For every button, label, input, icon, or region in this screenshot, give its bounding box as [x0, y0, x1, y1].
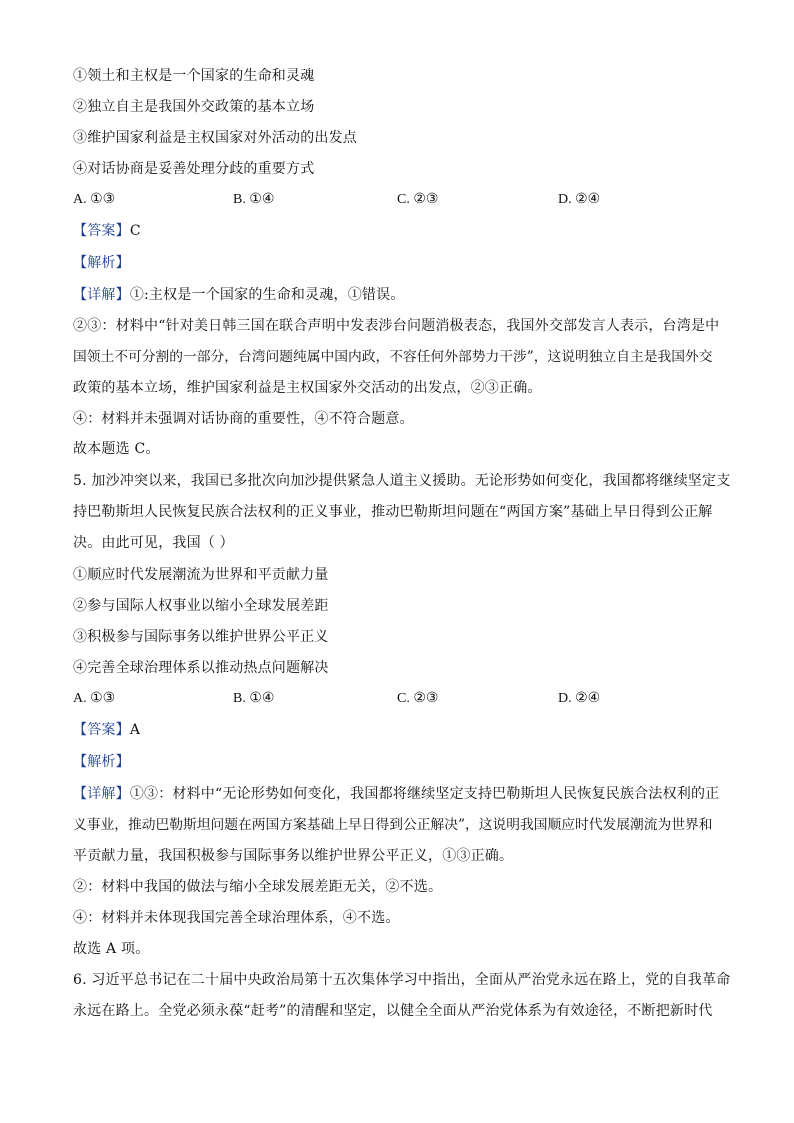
q4-option-c: C. ②③ [397, 192, 439, 207]
q5-detail-line-5: ④：材料并未体现我国完善全球治理体系，④不选。 [73, 910, 400, 926]
q4-detail-line-1 [73, 285, 733, 305]
q5-stem-line-2: 持巴勒斯坦人民恢复民族合法权利的正义事业，推动巴勒斯坦问题在“两国方案”基础上早日得到公正解 [73, 504, 713, 520]
analysis-tag: 【解析】 [73, 754, 130, 770]
q4-detail-line-3: 国领土不可分割的一部分，台湾问题纯属中国内政，不容任何外部势力干涉”，这说明独立自主是我国外交 [73, 349, 713, 365]
q6-stem-line-2: 永远在路上。全党必须永葆“赶考”的清醒和坚定，以健全全面从严治党体系为有效途径，不断把新时代 [73, 1003, 713, 1019]
q4-item-1: ①领土和主权是一个国家的生命和灵魂 [73, 68, 315, 84]
q4-item-4: ④对话协商是妥善处理分歧的重要方式 [73, 161, 315, 177]
q5-item-4: ④完善全球治理体系以推动热点问题解决 [73, 660, 329, 676]
q4-option-d: D. ②④ [558, 192, 601, 207]
detail-text: ①③：材料中“无论形势如何变化，我国都将继续坚定支持巴勒斯坦人民恢复民族合法权利的正 [129, 786, 720, 802]
q5-analysis-heading [73, 752, 733, 772]
q4-options [73, 190, 733, 210]
q5-stem-line-1: 5. 加沙冲突以来，我国已多批次向加沙提供紧急人道主义援助。无论形势如何变化，我国都将继续坚定支 [73, 473, 731, 489]
answer-tag: 【答案】 [73, 223, 130, 239]
detail-tag: 【详解】 [73, 786, 130, 802]
q4-conclusion: 故本题选 C。 [73, 441, 160, 457]
q4-item-3: ③维护国家利益是主权国家对外活动的出发点 [73, 130, 357, 146]
q4-detail-line-5: ④：材料并未强调对话协商的重要性，④不符合题意。 [73, 411, 414, 427]
q4-option-a: A. ①③ [73, 192, 116, 207]
q5-item-2: ②参与国际人权事业以缩小全球发展差距 [73, 598, 329, 614]
answer-value: A [129, 722, 141, 738]
q4-detail-line-4: 政策的基本立场，维护国家利益是主权国家外交活动的出发点，②③正确。 [73, 380, 542, 396]
q4-detail-line-2: ②③：材料中“针对美日韩三国在联合声明中发表涉台问题消极表态，我国外交部发言人表示，台湾是中 [73, 318, 720, 334]
q5-option-c: C. ②③ [397, 691, 439, 706]
q5-option-b: B. ①④ [233, 691, 275, 706]
q6-stem-line-1: 6. 习近平总书记在二十届中央政治局第十五次集体学习中指出，全面从严治党永远在路上，党的自我革命 [73, 972, 731, 988]
detail-tag: 【详解】 [73, 287, 130, 303]
q5-item-1: ①顺应时代发展潮流为世界和平贡献力量 [73, 567, 329, 583]
detail-text: ①:主权是一个国家的生命和灵魂，①错误。 [129, 287, 405, 303]
q4-item-2: ②独立自主是我国外交政策的基本立场 [73, 99, 315, 115]
q5-option-d: D. ②④ [558, 691, 601, 706]
answer-tag: 【答案】 [73, 722, 130, 738]
q5-answer [73, 720, 733, 740]
q4-analysis-heading [73, 253, 733, 273]
q4-answer [73, 221, 733, 241]
q5-detail-line-3: 平贡献力量，我国积极参与国际事务以维护世界公平正义，①③正确。 [73, 848, 514, 864]
q5-detail-line-2: 义事业，推动巴勒斯坦问题在两国方案基础上早日得到公正解决”，这说明我国顺应时代发展潮流为世界和 [73, 817, 713, 833]
q5-options [73, 689, 733, 709]
analysis-tag: 【解析】 [73, 255, 130, 271]
q5-item-3: ③积极参与国际事务以维护世界公平正义 [73, 629, 329, 645]
q5-detail-line-4: ②：材料中我国的做法与缩小全球发展差距无关，②不选。 [73, 879, 443, 895]
q4-option-b: B. ①④ [233, 192, 275, 207]
answer-value: C [129, 223, 141, 239]
q5-detail-line-1 [73, 784, 733, 804]
q5-conclusion: 故选 A 项。 [73, 941, 150, 957]
q5-option-a: A. ①③ [73, 691, 116, 706]
q5-stem-line-3: 决。由此可见，我国（ ） [73, 535, 234, 551]
